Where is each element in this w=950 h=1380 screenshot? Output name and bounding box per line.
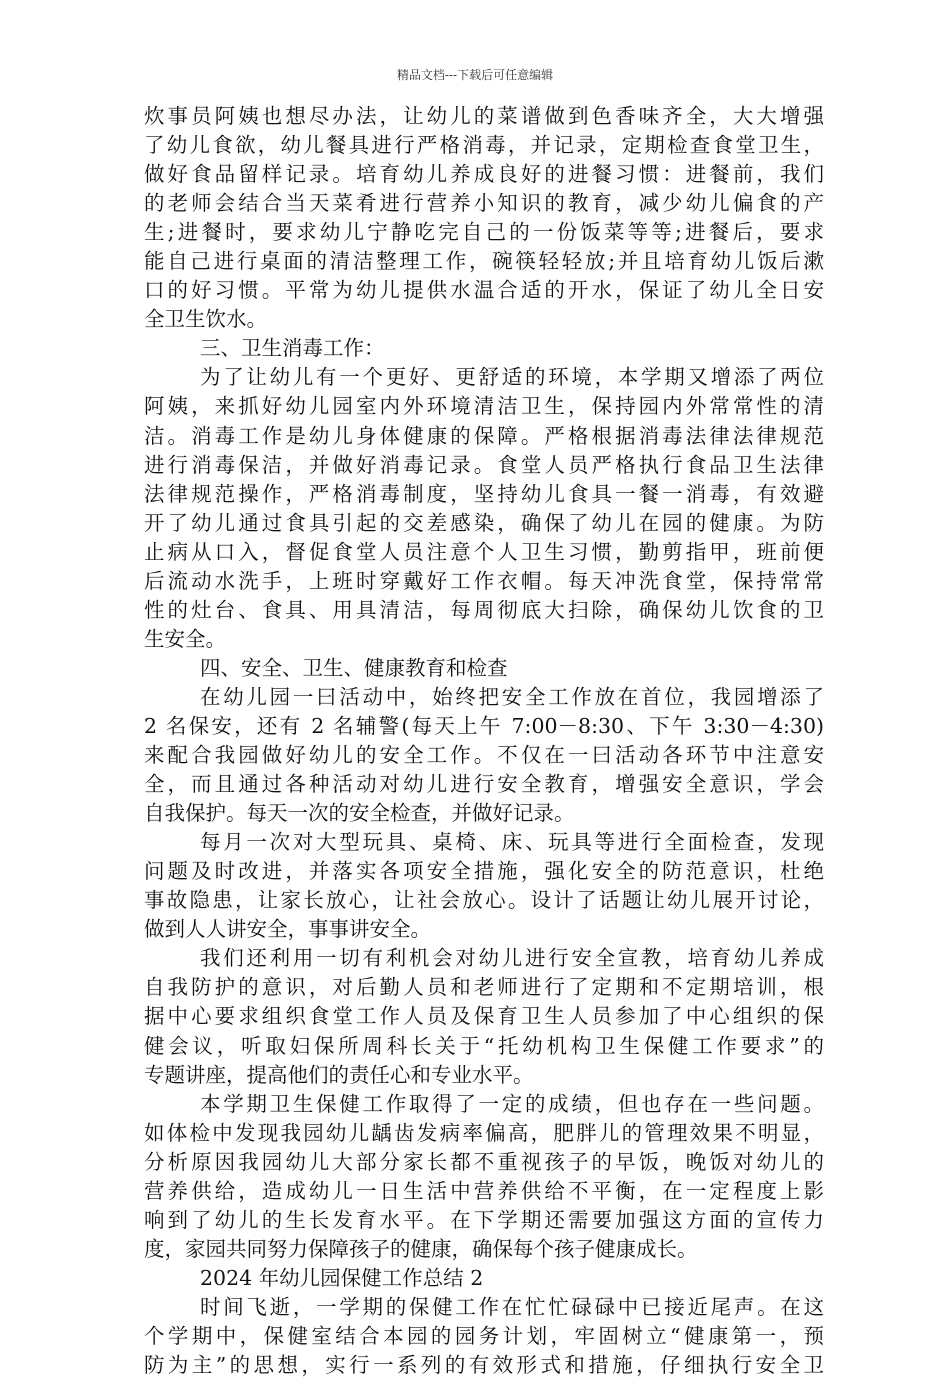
- text-line: 了幼儿食欲，幼儿餐具进行严格消毒，并记录，定期检查食堂卫生，: [144, 133, 824, 158]
- text-line: 来配合我园做好幼儿的安全工作。不仅在一曰活动各环节中注意安: [144, 743, 824, 768]
- text-line: 每月一次对大型玩具、桌椅、床、玩具等进行全面检查，发现: [200, 830, 824, 855]
- text-line: 问题及时改进，并落实各项安全措施，强化安全的防范意识，杜绝: [144, 859, 824, 884]
- text-line: 营养供给，造成幼儿一日生活中营养供给不平衡，在一定程度上影: [144, 1178, 824, 1203]
- text-line: 进行消毒保洁，并做好消毒记录。食堂人员严格执行食品卫生法律: [144, 452, 824, 477]
- text-line: 全卫生饮水。: [144, 307, 267, 332]
- section-heading: 四、安全、卫生、健康教育和检查: [200, 655, 508, 680]
- text-line: 个学期中，保健室结合本园的园务计划，牢固树立“健康第一，预: [144, 1323, 824, 1348]
- page-header: 精品文档---下载后可任意编辑: [396, 68, 554, 82]
- text-line: 事故隐患，让家长放心，让社会放心。设计了话题让幼儿展开讨论，: [144, 888, 824, 913]
- text-line: 防为主”的思想，实行一系列的有效形式和措施，仔细执行安全卫: [144, 1353, 824, 1378]
- text-line: 全，而且通过各种活动对幼儿进行安全教育，增强安全意识，学会: [144, 772, 824, 797]
- text-line: 时间飞逝，一学期的保健工作在忙忙碌碌中已接近尾声。在这: [200, 1294, 824, 1319]
- text-line: 止病从口入，督促食堂人员注意个人卫生习惯，勤剪指甲，班前便: [144, 539, 824, 564]
- text-line: 响到了幼儿的生长发育水平。在下学期还需要加强这方面的宣传力: [144, 1207, 824, 1232]
- document-body: [144, 102, 824, 1380]
- section-heading: 2024 年幼儿园保健工作总结 2: [200, 1265, 484, 1290]
- text-line: 阿姨，来抓好幼儿园室内外环境清洁卫生，保持园内外常常性的清: [144, 394, 824, 419]
- text-line: 2 名保安，还有 2 名辅警(每天上午 7:00－8:30、下午 3:30－4:30): [144, 713, 824, 738]
- text-line: 健会议，听取妇保所周科长关于“托幼机构卫生保健工作要求”的: [144, 1033, 824, 1058]
- text-line: 在幼儿园一曰活动中，始终把安全工作放在首位，我园增添了: [200, 684, 824, 709]
- text-line: 据中心要求组织食堂工作人员及保育卫生人员参加了中心组织的保: [144, 1004, 824, 1029]
- text-line: 为了让幼儿有一个更好、更舒适的环境，本学期又增添了两位: [200, 365, 824, 390]
- text-line: 口的好习惯。平常为幼儿提供水温合适的开水，保证了幼儿全日安: [144, 278, 824, 303]
- text-line: 本学期卫生保健工作取得了一定的成绩，但也存在一些问题。: [200, 1091, 824, 1116]
- text-line: 洁。消毒工作是幼儿身体健康的保障。严格根据消毒法律法律规范: [144, 423, 824, 448]
- text-line: 做好食品留样记录。培育幼儿养成良好的进餐习惯：进餐前，我们: [144, 162, 824, 187]
- text-line: 性的灶台、食具、用具清洁，每周彻底大扫除，确保幼儿饮食的卫: [144, 597, 824, 622]
- text-line: 生;进餐时，要求幼儿宁静吃完自己的一份饭菜等等;进餐后，要求: [144, 220, 824, 245]
- text-line: 自我保护。每天一次的安全检查，并做好记录。: [144, 801, 575, 826]
- text-line: 做到人人讲安全，事事讲安全。: [144, 917, 431, 942]
- text-line: 法律规范操作，严格消毒制度，坚持幼儿食具一餐一消毒，有效避: [144, 481, 824, 506]
- text-line: 如体检中发现我园幼儿龋齿发病率偏高，肥胖儿的管理效果不明显，: [144, 1120, 824, 1145]
- text-line: 开了幼儿通过食具引起的交差感染，确保了幼儿在园的健康。为防: [144, 510, 824, 535]
- text-line: 专题讲座，提高他们的责任心和专业水平。: [144, 1062, 534, 1087]
- text-line: 后流动水洗手，上班时穿戴好工作衣帽。每天冲洗食堂，保持常常: [144, 568, 824, 593]
- text-line: 我们还利用一切有利机会对幼儿进行安全宣教，培育幼儿养成: [200, 946, 824, 971]
- text-line: 的老师会结合当天菜肴进行营养小知识的教育，减少幼儿偏食的产: [144, 191, 824, 216]
- text-line: 炊事员阿姨也想尽办法，让幼儿的菜谱做到色香味齐全，大大增强: [144, 104, 824, 128]
- text-line: 自我防护的意识，对后勤人员和老师进行了定期和不定期培训，根: [144, 975, 824, 1000]
- section-heading: 三、卫生消毒工作：: [200, 336, 385, 361]
- text-line: 分析原因我园幼儿大部分家长都不重视孩子的早饭，晚饭对幼儿的: [144, 1149, 824, 1174]
- text-line: 生安全。: [144, 626, 226, 651]
- text-line: 度，家园共同努力保障孩子的健康，确保每个孩子健康成长。: [144, 1236, 698, 1261]
- text-line: 能自己进行桌面的清洁整理工作，碗筷轻轻放;并且培育幼儿饭后漱: [144, 249, 824, 274]
